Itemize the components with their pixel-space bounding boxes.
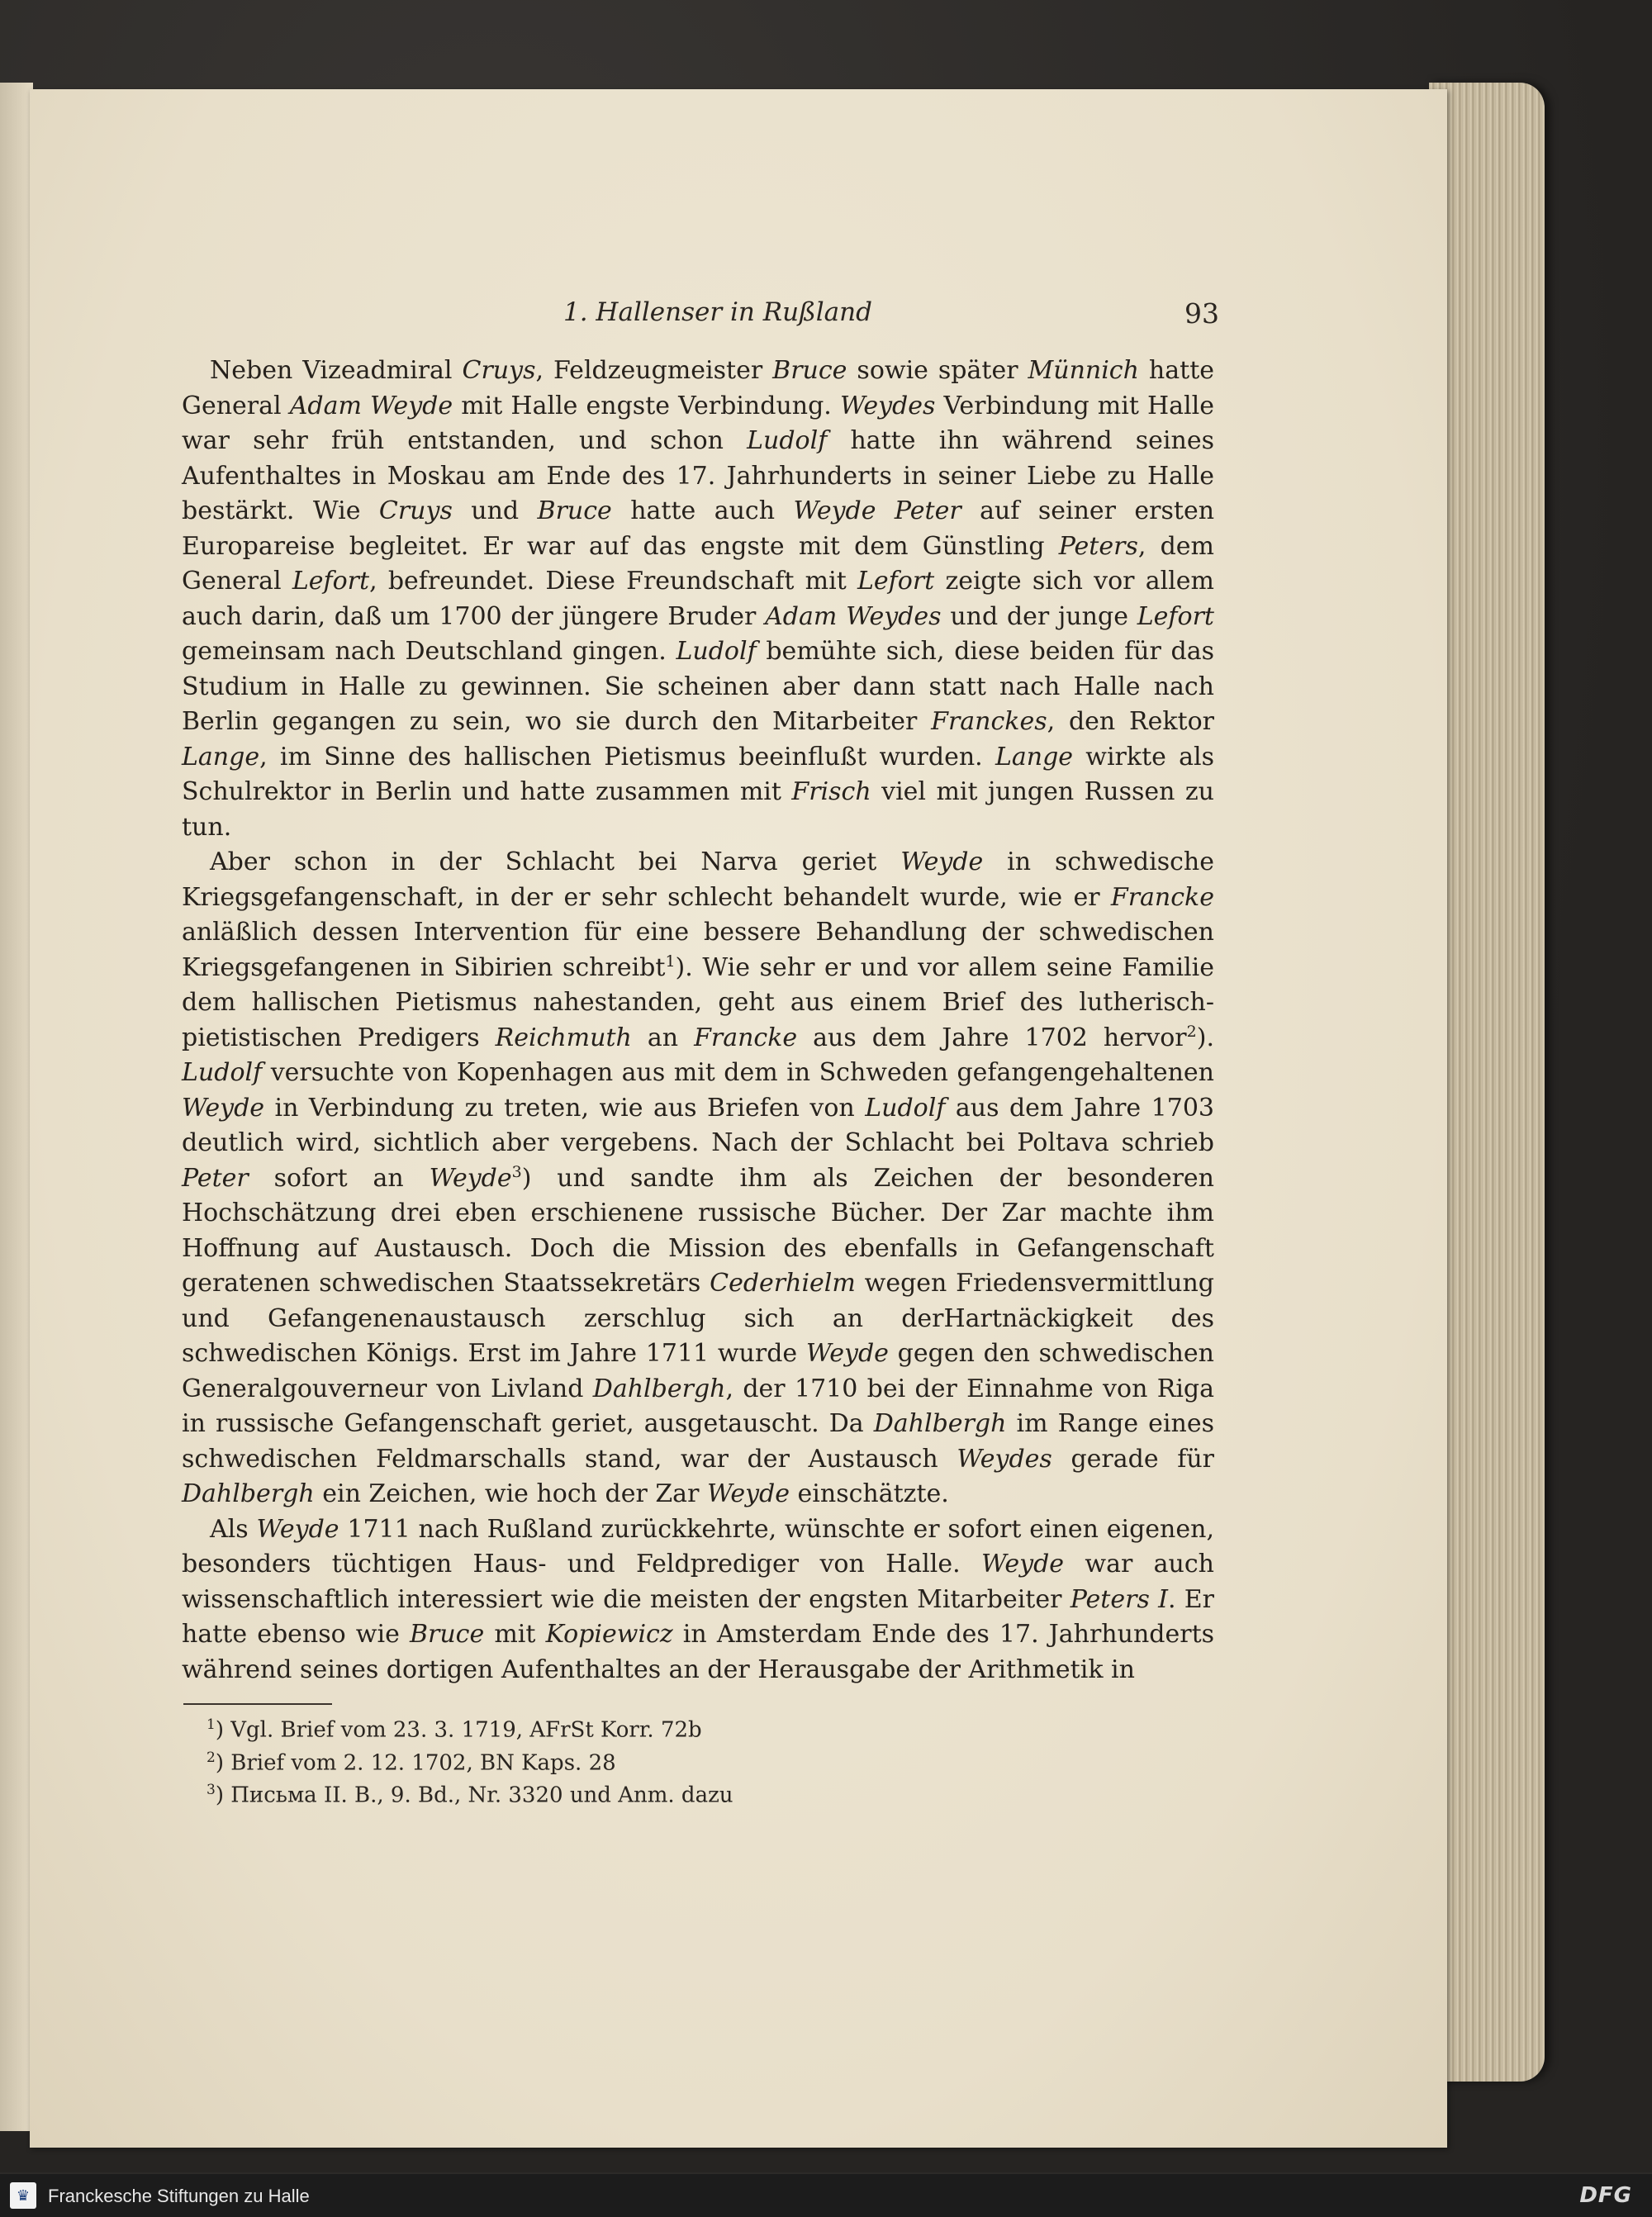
italic-name: Francke — [1110, 882, 1214, 912]
text-run: im Range eines schwedischen Feldmarschalls stand, war der Austausch — [182, 1409, 1214, 1474]
text-run: auf seiner ersten Europareise begleitet. Er war auf das engste mit dem Günstling — [182, 496, 1215, 561]
body-paragraph — [182, 845, 1214, 1512]
footnote-text: ) Письма II. B., 9. Bd., Nr. 3320 und Anm. dazu — [215, 1783, 733, 1808]
text-run: sofort an — [248, 1163, 430, 1193]
text-run: wirkte als Schulrektor in Berlin und hatte zusammen mit — [182, 742, 1214, 806]
text-run: ). — [1196, 1023, 1214, 1052]
italic-name: Dahlbergh — [873, 1409, 1007, 1438]
italic-name: Peters — [1058, 531, 1138, 561]
footnote-reference: 2 — [1186, 1022, 1197, 1041]
italic-name: Bruce — [537, 496, 612, 525]
italic-name: Ludolf — [865, 1093, 946, 1123]
italic-name: Kopiewicz — [545, 1620, 673, 1649]
text-run: mit — [484, 1620, 546, 1649]
italic-name: Ludolf — [676, 637, 757, 666]
text-run: aus dem Jahre 1702 hervor — [797, 1023, 1187, 1052]
text-run: versuchte von Kopenhagen aus mit dem in Schweden gefangengehaltenen — [262, 1058, 1214, 1087]
italic-name: Peters I — [1070, 1584, 1168, 1614]
text-run: gegen den schwedischen Generalgouverneur von Livland — [182, 1339, 1215, 1403]
body-paragraph — [182, 354, 1214, 845]
text-run: , im Sinne des hallischen Pietismus beeinflußt wurden. — [259, 742, 995, 771]
italic-name: Dahlbergh — [182, 1479, 315, 1508]
text-run: Neben Vizeadmiral — [210, 356, 463, 385]
text-run: 1711 nach Rußland zurückkehrte, wünschte er sofort einen eigenen, besonders tüchtigen Haus- und Feldprediger von Halle. — [182, 1514, 1214, 1578]
previous-page-edge — [0, 83, 33, 2131]
body-paragraph — [182, 1512, 1214, 1688]
italic-name: Weyde — [706, 1479, 790, 1508]
italic-name: Francke — [694, 1023, 798, 1052]
text-run: Aber schon in der Schlacht bei Narva geriet — [210, 847, 901, 876]
italic-name: Reichmuth — [495, 1023, 632, 1052]
italic-name: Weydes — [957, 1444, 1052, 1474]
italic-name: Franckes — [931, 707, 1047, 736]
text-run: , der 1710 bei der Einnahme von Riga in russische Gefangenschaft geriet, ausgetauscht. Da — [182, 1374, 1214, 1438]
italic-name: Ludolf — [182, 1058, 263, 1087]
text-run: in Verbindung zu treten, wie aus Briefen von — [264, 1093, 866, 1123]
text-run: ). Wie sehr er und vor allem seine Familie dem hallischen Pietismus nahestanden, geht aus einem Brief des lutherisch-pietistischen Predigers — [182, 952, 1214, 1052]
italic-name: Lefort — [857, 567, 935, 596]
text-run: und — [452, 496, 538, 525]
italic-name: Bruce — [409, 1620, 485, 1649]
footnote — [206, 1777, 950, 1810]
francke-logo-icon[interactable]: ♛ — [10, 2182, 36, 2209]
text-run: gerade für — [1051, 1444, 1215, 1474]
footnote-reference: 3 — [511, 1162, 522, 1181]
text-run: war auch wissenschaftlich interessiert wie die meisten der engsten Mitarbeiter — [182, 1550, 1215, 1614]
text-run: zeigte sich vor allem auch darin, daß um 1700 der jüngere Bruder — [182, 567, 1214, 631]
running-title: 1. Hallenser in Rußland — [563, 297, 872, 327]
text-run: , Feldzeugmeister — [535, 356, 773, 385]
dfg-logo: DFG — [1579, 2183, 1632, 2208]
text-run: mit Halle engste Verbindung. — [453, 391, 840, 420]
italic-name: Dahlbergh — [592, 1374, 726, 1403]
italic-name: Weyde — [182, 1093, 265, 1123]
text-run: , befreundet. Diese Freundschaft mit — [369, 567, 857, 596]
text-run: in Amsterdam Ende des 17. Jahrhunderts während seines dortigen Aufenthaltes an der Herausgabe der Arithmetik in — [182, 1620, 1215, 1684]
italic-name: Weyde — [805, 1339, 889, 1368]
italic-name: Cruys — [462, 356, 536, 385]
text-run: , den Rektor — [1047, 707, 1215, 736]
text-run: hatte ihn während seines Aufenthaltes in Moskau am Ende des 17. Jahrhunderts in seiner Liebe zu Halle bestärkt. Wie — [182, 426, 1214, 525]
text-run: sowie später — [847, 356, 1028, 385]
text-run: und der junge — [941, 601, 1137, 631]
text-run: ) und sandte ihm als Zeichen der besonderen Hochschätzung drei eben erschienene russische Bücher. Der Zar machte ihm Hoffnung auf Austausch. Doch die Mission des ebenfalls in Gefangenschaft geratenen schwedischen Staatssekretärs — [182, 1163, 1214, 1298]
text-run: ein Zeichen, wie hoch der Zar — [314, 1479, 707, 1508]
text-run: einschätzte. — [790, 1479, 949, 1508]
italic-name: Weyde — [900, 847, 984, 876]
italic-name: Peter — [182, 1163, 249, 1193]
text-run: hatte auch — [611, 496, 794, 525]
italic-name: Adam Weydes — [765, 601, 942, 631]
italic-name: Weyde Peter — [793, 496, 961, 525]
italic-name: Frisch — [791, 777, 871, 806]
text-run: . Er hatte ebenso wie — [182, 1584, 1214, 1649]
institution-link[interactable]: Franckesche Stiftungen zu Halle — [48, 2186, 310, 2206]
italic-name: Weyde — [981, 1550, 1065, 1578]
footnote-rule — [183, 1703, 332, 1705]
italic-name: Cruys — [378, 496, 453, 525]
italic-name: Adam Weyde — [289, 391, 453, 420]
viewer-footer — [0, 2174, 1652, 2217]
footnote-number: 1 — [206, 1716, 216, 1733]
text-run: in schwedische Kriegsgefangenschaft, in der er sehr schlecht behandelt wurde, wie er — [182, 847, 1214, 912]
italic-name: Lefort — [292, 567, 370, 596]
footnote-text: ) Brief vom 2. 12. 1702, BN Kaps. 28 — [215, 1750, 616, 1776]
footnote — [206, 1745, 950, 1778]
footnote-number: 3 — [206, 1782, 216, 1799]
text-run: , dem General — [182, 531, 1214, 596]
italic-name: Weydes — [839, 391, 936, 420]
text-run: gemeinsam nach Deutschland gingen. — [182, 637, 676, 666]
italic-name: Ludolf — [747, 426, 828, 455]
italic-name: Münnich — [1028, 356, 1139, 385]
text-run: viel mit jungen Russen zu tun. — [182, 777, 1214, 842]
footnote-number: 2 — [206, 1749, 216, 1766]
body-text — [182, 354, 1214, 1688]
italic-name: Bruce — [772, 356, 847, 385]
footnote-reference: 1 — [665, 952, 676, 971]
text-run: an — [631, 1023, 695, 1052]
footnotes — [206, 1711, 950, 1810]
italic-name: Lange — [995, 742, 1074, 771]
text-run: bemühte sich, diese beiden für das Studium in Halle zu gewinnen. Sie scheinen aber dann statt nach Halle nach Berlin gegangen zu sein, wo sie durch den Mitarbeiter — [182, 637, 1215, 736]
page-header — [182, 297, 1219, 339]
italic-name: Weyde — [256, 1514, 339, 1544]
text-run: hatte General — [182, 356, 1215, 420]
text-run: Verbindung mit Halle war sehr früh entstanden, und schon — [182, 391, 1215, 455]
italic-name: Weyde — [429, 1163, 512, 1193]
text-run: aus dem Jahre 1703 deutlich wird, sichtlich aber vergebens. Nach der Schlacht bei Poltava schrieb — [182, 1093, 1215, 1157]
text-run: Als — [210, 1514, 257, 1544]
italic-name: Lange — [182, 742, 260, 771]
page-number: 93 — [1184, 297, 1219, 330]
italic-name: Lefort — [1137, 601, 1214, 631]
italic-name: Cederhielm — [710, 1269, 856, 1298]
footnote-text: ) Vgl. Brief vom 23. 3. 1719, AFrSt Korr. 72b — [215, 1717, 702, 1743]
text-run: anläßlich dessen Intervention für eine bessere Behandlung der schwedischen Kriegsgefangenen in Sibirien schreibt — [182, 918, 1214, 982]
footnote — [206, 1711, 950, 1745]
text-run: wegen Friedensvermittlung und Gefangenenaustausch zerschlug sich an derHartnäckigkeit des schwedischen Königs. Erst im Jahre 1711 wurde — [182, 1269, 1214, 1368]
